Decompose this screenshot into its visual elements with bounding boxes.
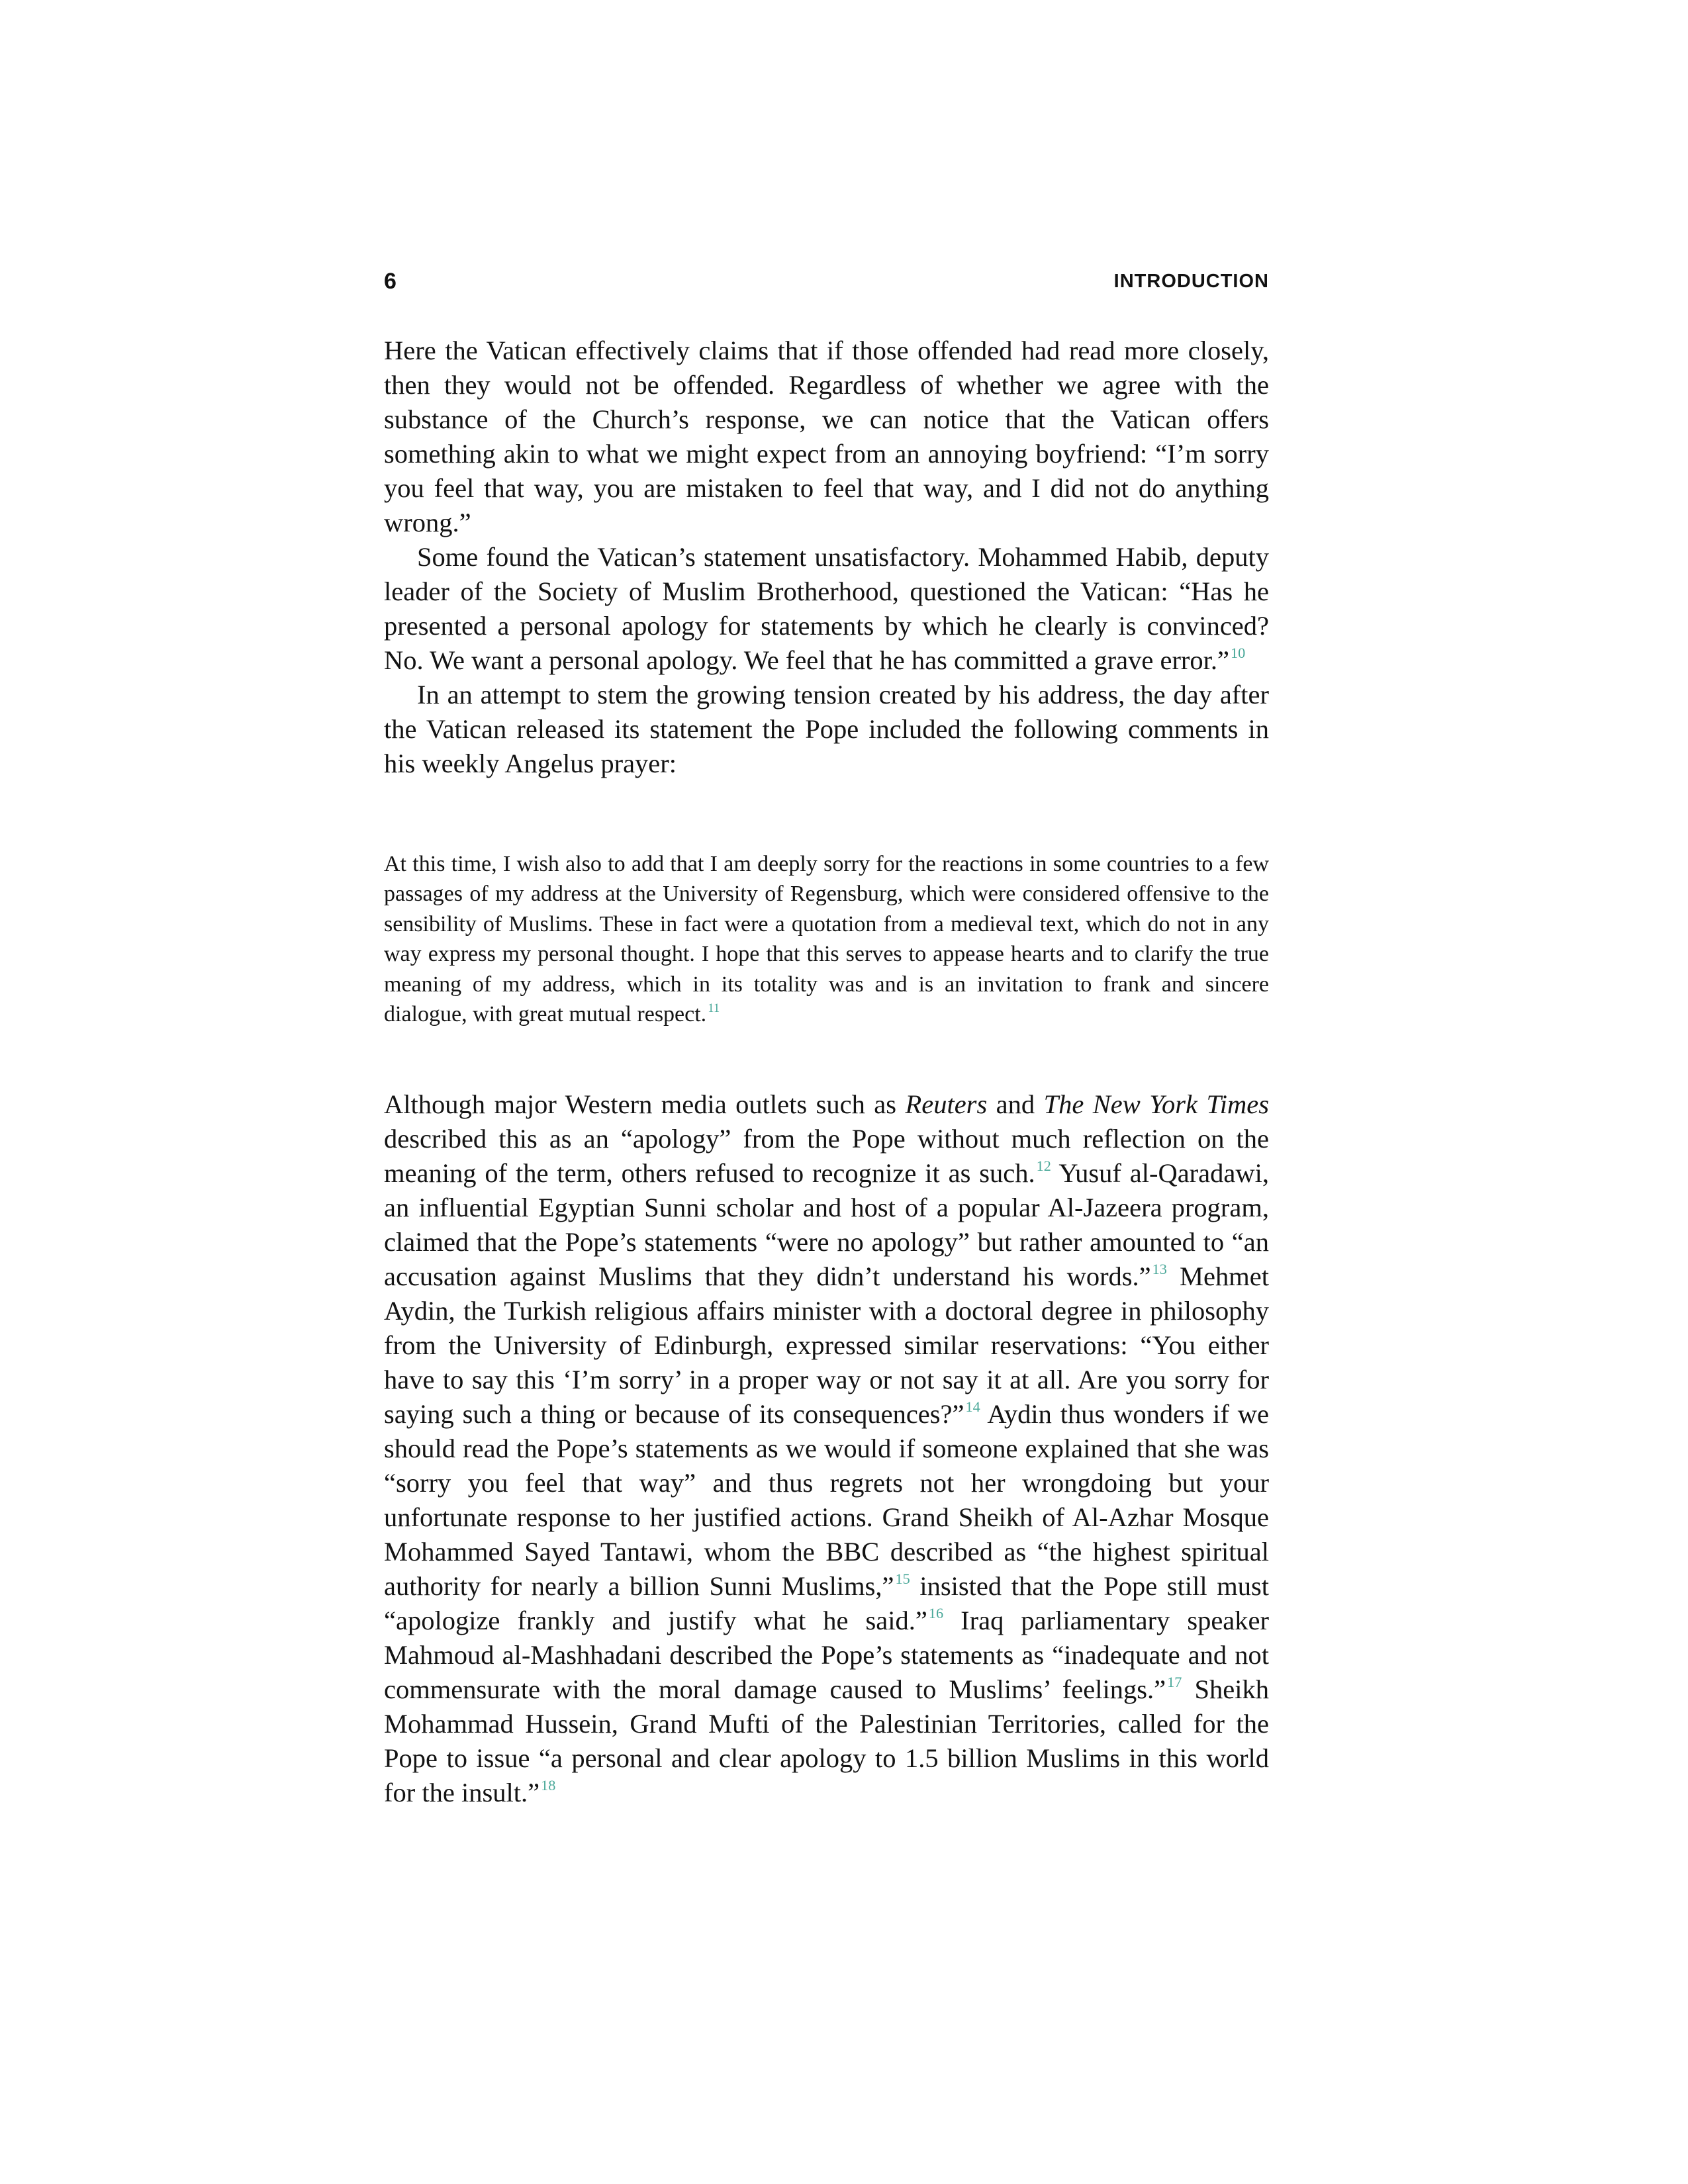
paragraph bbox=[384, 1087, 1269, 1810]
section-title: INTRODUCTION bbox=[1113, 271, 1269, 292]
text-run: Mehmet Aydin, the Turkish religious affairs minister with a doctoral degree in philosophy from the University of Edinburgh, expressed similar reservations: “You either have to say this ‘I’m sorry’ in a proper way or not say it at all. Are you sorry for saying such a thing or because of its consequences?” bbox=[384, 1261, 1269, 1429]
text-run: Yusuf al-Qaradawi, an influential Egyptian Sunni scholar and host of a popular Al-Jazeera program, claimed that the Pope’s statements “were no apology” but rather amounted to “an accusation against Muslims that they didn’t understand his words.” bbox=[384, 1158, 1269, 1291]
footnote-marker[interactable]: 17 bbox=[1167, 1674, 1182, 1691]
text-run: insisted that the Pope still must “apologize frankly and justify what he said.” bbox=[384, 1571, 1269, 1635]
paragraph-text: Here the Vatican effectively claims that if those offended had read more closely, then they would not be offended. Regardless of whether we agree with the substance of the Church’s response, we can notice that the Vatican offers something akin to what we might expect from an annoying boyfriend: “I’m sorry you feel that way, you are mistaken to feel that way, and I did not do anything wrong.” bbox=[384, 336, 1269, 537]
publication-title: Reuters bbox=[905, 1089, 988, 1119]
footnote-marker[interactable]: 14 bbox=[965, 1398, 980, 1416]
block-quote bbox=[384, 849, 1269, 1029]
paragraph bbox=[384, 540, 1269, 678]
top-text-block bbox=[384, 334, 1269, 781]
text-run: and bbox=[987, 1089, 1044, 1119]
text-run: Sheikh Mohammad Hussein, Grand Mufti of the Palestinian Territories, called for the Pope to issue “a personal and clear apology to 1.5 billion Muslims in this world for the insult.” bbox=[384, 1674, 1269, 1807]
footnote-marker[interactable]: 10 bbox=[1231, 645, 1246, 662]
text-run: described this as an “apology” from the Pope without much reflection on the meaning of the term, others refused to recognize it as such. bbox=[384, 1124, 1269, 1188]
paragraph-text: In an attempt to stem the growing tension created by his address, the day after the Vatican released its statement the Pope included the following comments in his weekly Angelus prayer: bbox=[384, 680, 1269, 778]
footnote-marker[interactable]: 13 bbox=[1152, 1261, 1167, 1278]
footnote-marker[interactable]: 15 bbox=[895, 1570, 910, 1588]
text-run: Iraq parliamentary speaker Mahmoud al-Mashhadani described the Pope’s statements as “inadequate and not commensurate with the moral damage caused to Muslims’ feelings.” bbox=[384, 1606, 1269, 1704]
footnote-marker[interactable]: 18 bbox=[541, 1777, 556, 1794]
footnote-marker[interactable]: 16 bbox=[928, 1605, 944, 1622]
running-head bbox=[384, 265, 1269, 298]
quote-text: At this time, I wish also to add that I am deeply sorry for the reactions in some countries to a few passages of my address at the University of Regensburg, which were considered offensive to the sensibility of Muslims. These in fact were a quotation from a medieval text, which do not in any way express my personal thought. I hope that this serves to appease hearts and to clarify the true meaning of my address, which in its totality was and is an invitation to frank and sincere dialogue, with great mutual respect. bbox=[384, 852, 1269, 1027]
text-run: Although major Western media outlets such as bbox=[384, 1089, 906, 1119]
footnote-marker[interactable]: 11 bbox=[708, 1001, 720, 1016]
publication-title: The New York Times bbox=[1043, 1089, 1269, 1119]
page-number: 6 bbox=[384, 269, 397, 294]
footnote-marker[interactable]: 12 bbox=[1036, 1158, 1051, 1175]
paragraph bbox=[384, 678, 1269, 781]
paragraph-text: Some found the Vatican’s statement unsatisfactory. Mohammed Habib, deputy leader of the Society of Muslim Brotherhood, questioned the Vatican: “Has he presented a personal apology for statements by which he clearly is convinced? No. We want a personal apology. We feel that he has committed a grave error.” bbox=[384, 542, 1269, 675]
text-run: Aydin thus wonders if we should read the Pope’s statements as we would if someone explained that she was “sorry you feel that way” and thus regrets not her wrongdoing but your unfortunate response to her justified actions. Grand Sheikh of Al-Azhar Mosque Mohammed Sayed Tantawi, whom the BBC described as “the highest spiritual authority for nearly a billion Sunni Muslims,” bbox=[384, 1399, 1269, 1601]
bottom-text-block bbox=[384, 1087, 1269, 1810]
quote-paragraph bbox=[384, 849, 1269, 1029]
paragraph bbox=[384, 334, 1269, 540]
